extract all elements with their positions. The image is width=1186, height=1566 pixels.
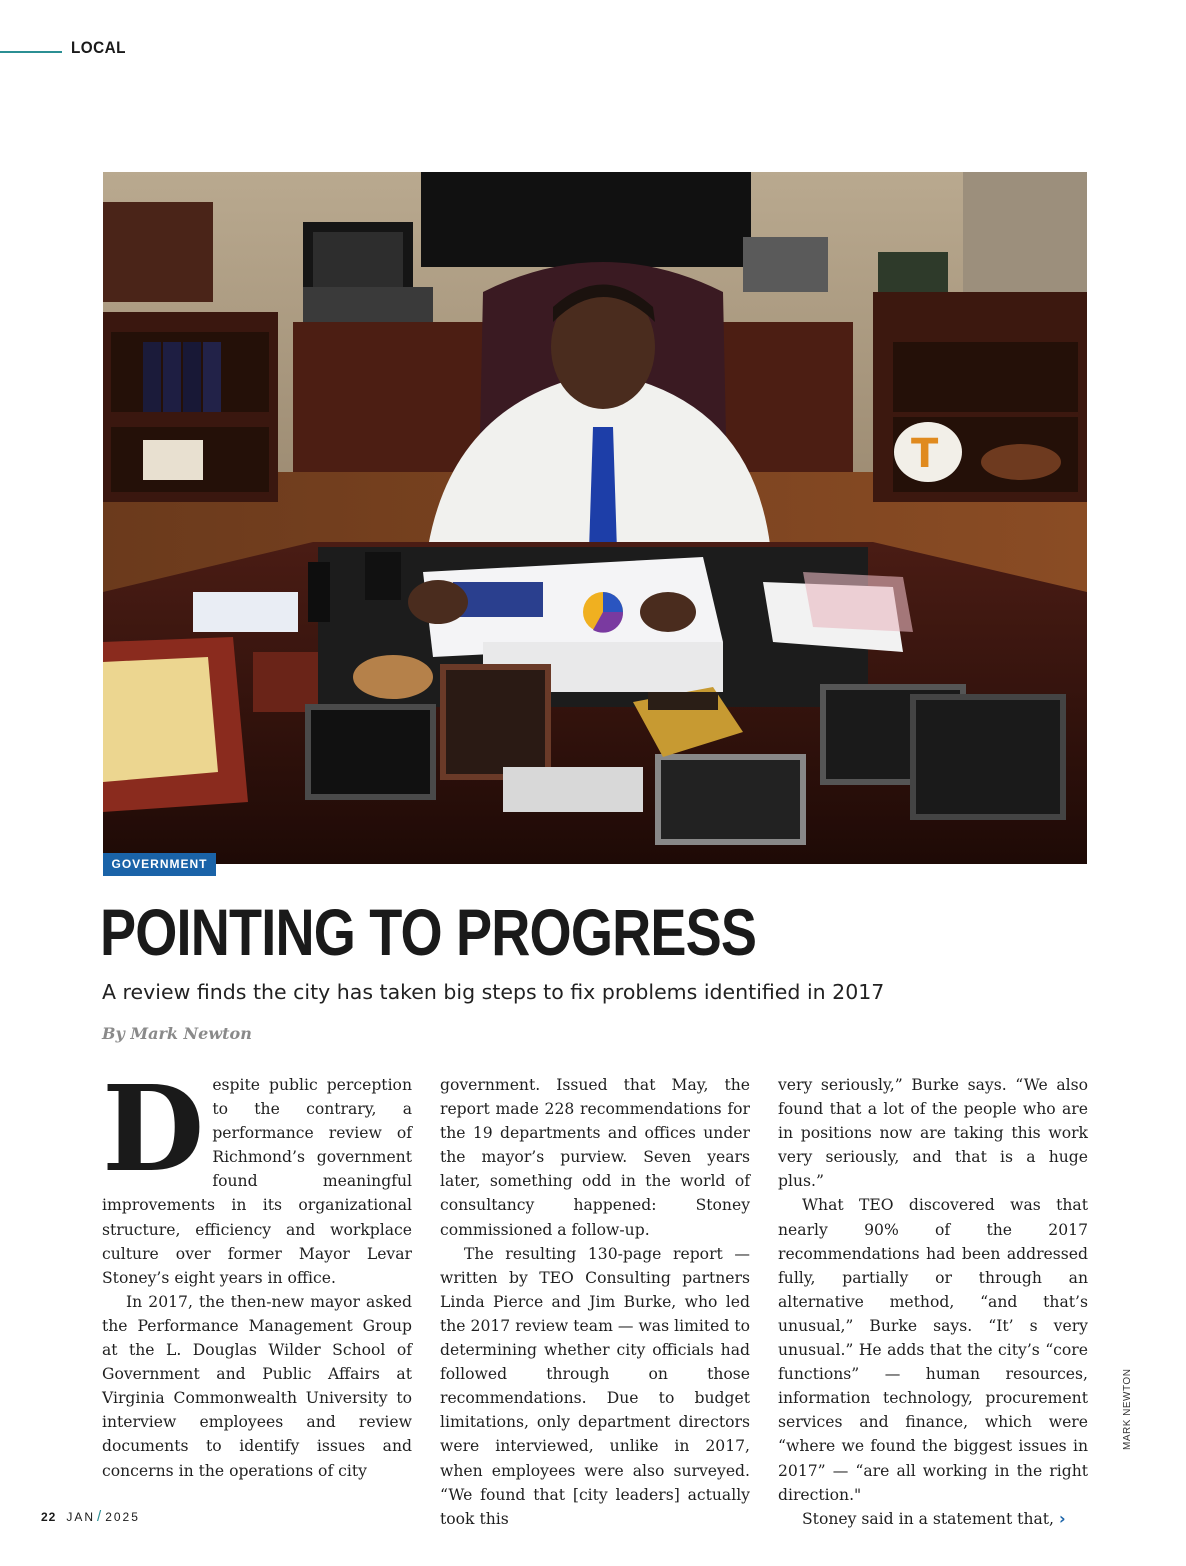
issue-year: 2025	[105, 1510, 140, 1524]
byline: By Mark Newton	[102, 1024, 252, 1043]
issue-month: JAN	[66, 1510, 96, 1524]
photo-credit: MARK NEWTON	[1122, 1368, 1133, 1450]
paragraph: What TEO discovered was that nearly 90% of the 2017 recommendations had been addressed fully, partially or through an alternative method, “and that’s unusual,” Burke says. “It’ s very unusual.” He adds that the city’s “core functions” — human resources, information technology, procurement services and finance, which were “where we found the biggest issues in 2017” — “are all working in the right direction."	[778, 1196, 1088, 1504]
paragraph-text: Stoney said in a statement that,	[802, 1509, 1055, 1528]
page-number: 22	[41, 1510, 57, 1524]
chevron-right-icon: ›	[1058, 1508, 1066, 1528]
paragraph: The resulting 130-page report — written by TEO Consulting partners Linda Pierce and Jim Burke, who led the 2017 review team — was limited to determining whether city officials had followed through on those recommendations. Due to budget limitations, only department directors were interviewed, unlike in 2017, when employees were also surveyed. “We found that [city leaders] actually took this	[440, 1244, 750, 1528]
paragraph: very seriously,” Burke says. “We also found that a lot of the people who are in positions now are taking this work very seriously, and that is a huge plus.”	[778, 1076, 1088, 1191]
article-column-1	[102, 1059, 412, 1483]
headline: POINTING TO PROGRESS	[100, 895, 757, 969]
paragraph-text: espite public perception to the contrary, a performance review of Richmond’s government found meaningful improvements in its organizational structure, efficiency and workplace culture over former Mayor Levar Stoney’s eight years in office.	[102, 1076, 412, 1287]
paragraph: In 2017, the then-new mayor asked the Performance Management Group at the L. Douglas Wilder School of Government and Public Affairs at Virginia Commonwealth University to interview employees and review documents to identify issues and concerns in the operations of city	[102, 1292, 412, 1480]
paragraph	[102, 1059, 412, 1290]
folio-divider: /	[97, 1508, 104, 1525]
folio	[41, 1508, 140, 1525]
section-rule	[0, 51, 62, 53]
article-column-2	[440, 1073, 750, 1531]
section-label: LOCAL	[71, 38, 126, 57]
drop-cap: D	[102, 1059, 205, 1198]
svg-text:T: T	[911, 431, 939, 477]
paragraph	[778, 1507, 1088, 1531]
subhead: A review finds the city has taken big steps to fix problems identified in 2017	[102, 980, 885, 1004]
paragraph: government. Issued that May, the report made 228 recommendations for the 19 departments and offices under the mayor’s purview. Seven years later, something odd in the world of consultancy happened: Stoney commissioned a follow-up.	[440, 1076, 750, 1239]
feature-photo	[103, 172, 1087, 864]
category-tag: GOVERNMENT	[103, 853, 216, 876]
article-column-3	[778, 1073, 1088, 1531]
